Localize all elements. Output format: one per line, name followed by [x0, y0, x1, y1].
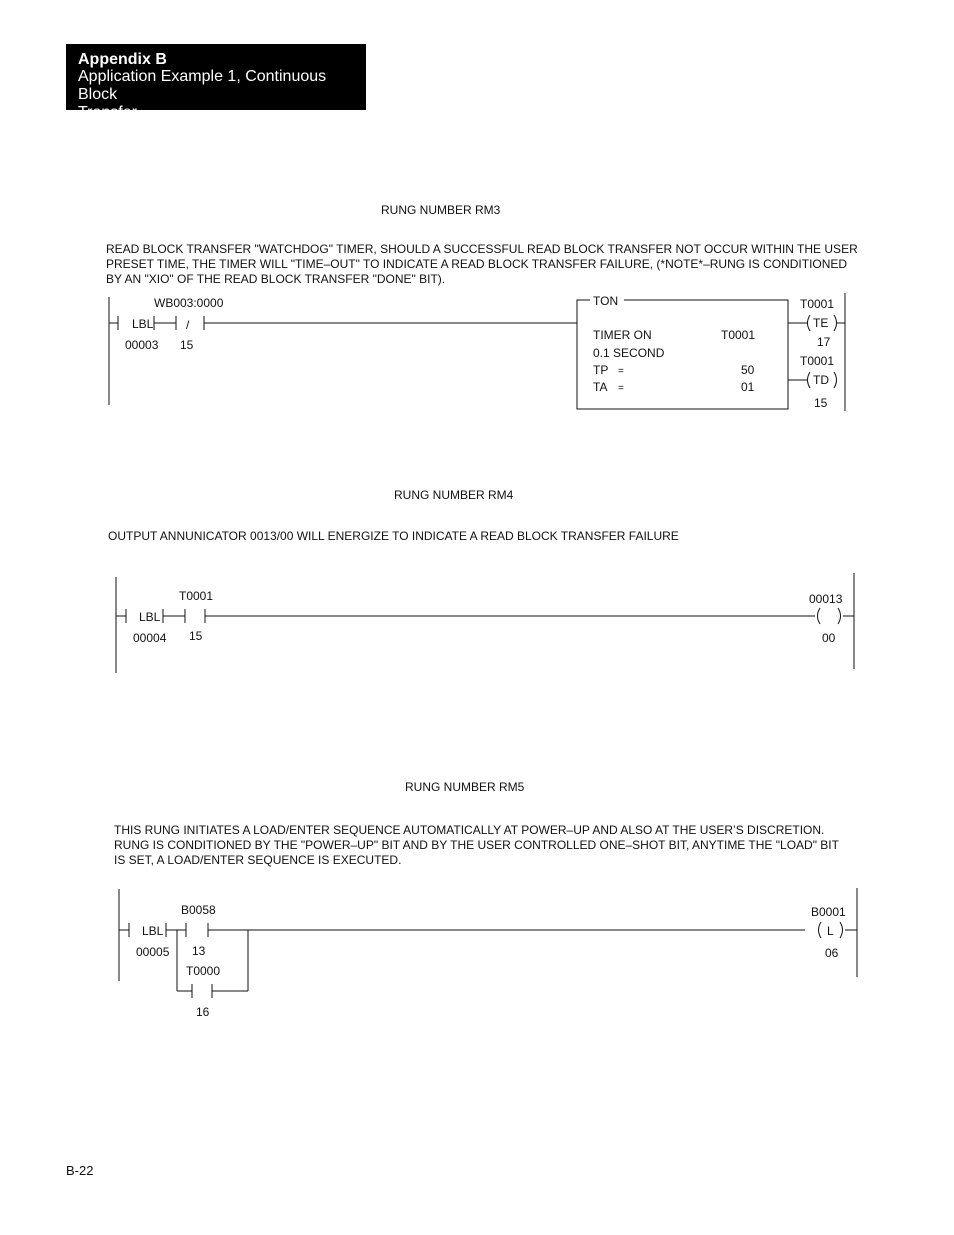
timer-ta-eq: = — [618, 383, 624, 394]
td-address: T0001 — [800, 354, 835, 368]
rung-rm5-diagram — [119, 888, 857, 998]
timer-ta-label: TA — [593, 380, 608, 394]
rung-description-rm3: READ BLOCK TRANSFER "WATCHDOG" TIMER, SHOULD A SUCCESSFUL READ BLOCK TRANSFER NOT OCCUR WITHIN THE USER PRESET TIME, THE TIMER WILL "TIME–OUT" TO INDICATE A READ BLOCK TRANSFER FAILURE, (*NOTE*–RUNG IS CONDITIONED BY AN "XIO" OF THE READ BLOCK TRANSFER "DONE" BIT). — [106, 242, 858, 286]
output-address: 00013 — [809, 592, 843, 606]
timer-ta-value: 01 — [741, 380, 755, 394]
output-coil-left — [818, 608, 821, 624]
lbl-label: LBL — [142, 924, 164, 938]
te-address: T0001 — [800, 297, 835, 311]
timer-line1-value: T0001 — [721, 328, 756, 342]
rung-rm3-diagram — [109, 293, 845, 411]
appendix-title-line2: Transfer — [78, 104, 137, 121]
output-coil-right — [838, 608, 841, 624]
lbl-number: 00005 — [136, 945, 170, 959]
timer-name: TON — [593, 294, 619, 308]
te-bit: 17 — [817, 335, 831, 349]
timer-tp-value: 50 — [741, 363, 755, 377]
latch-coil-left — [819, 922, 822, 938]
contact-bit: 15 — [180, 338, 194, 352]
latch-coil-right — [840, 922, 843, 938]
td-coil-left — [808, 372, 811, 388]
xio-slash: / — [186, 318, 190, 332]
output-address: B0001 — [811, 905, 846, 919]
contact-address: T0001 — [179, 589, 214, 603]
timer-line2-label: 0.1 SECOND — [593, 346, 665, 360]
appendix-label: Appendix B — [78, 51, 167, 68]
rung-description-rm4: OUTPUT ANNUNICATOR 0013/00 WILL ENERGIZE TO INDICATE A READ BLOCK TRANSFER FAILURE — [108, 529, 679, 543]
lbl-label: LBL — [132, 317, 154, 331]
contact-address: WB003:0000 — [154, 296, 224, 310]
latch-code: L — [827, 924, 834, 938]
appendix-title-line1: Application Example 1, Continuous Block — [78, 68, 327, 103]
te-code: TE — [813, 316, 829, 330]
lbl-label: LBL — [139, 610, 161, 624]
timer-tp-label: TP — [593, 363, 609, 377]
rung-title-rm5: RUNG NUMBER RM5 — [405, 780, 525, 794]
te-coil-left — [808, 315, 811, 331]
rung-rm4-diagram — [116, 573, 854, 673]
rung-title-rm4: RUNG NUMBER RM4 — [394, 488, 514, 502]
contact-2-address: T0000 — [186, 964, 221, 978]
td-coil-right — [834, 372, 837, 388]
page-number: B-22 — [66, 1163, 94, 1178]
output-bit: 06 — [825, 946, 839, 960]
contact-2-bit: 16 — [196, 1005, 210, 1019]
timer-line1-label: TIMER ON — [593, 328, 652, 342]
rung-description-rm5: THIS RUNG INITIATES A LOAD/ENTER SEQUENCE AUTOMATICALLY AT POWER–UP AND ALSO AT THE USER’S DISCRETION. RUNG IS CONDITIONED BY THE "POWER–UP" BIT AND BY THE USER CONTROLLED ONE–SHOT BIT, ANYTIME THE "LOAD" BIT IS SET, A LOAD/ENTER SEQUENCE IS EXECUTED. — [114, 823, 839, 867]
output-bit: 00 — [822, 631, 836, 645]
timer-tp-eq: = — [618, 366, 624, 377]
contact-bit: 15 — [189, 629, 203, 643]
td-code: TD — [813, 373, 829, 387]
contact-1-bit: 13 — [192, 944, 206, 958]
lbl-number: 00004 — [133, 631, 167, 645]
lbl-number: 00003 — [125, 338, 159, 352]
rung-title-rm3: RUNG NUMBER RM3 — [381, 203, 501, 217]
contact-1-address: B0058 — [181, 903, 216, 917]
td-bit: 15 — [814, 396, 828, 410]
